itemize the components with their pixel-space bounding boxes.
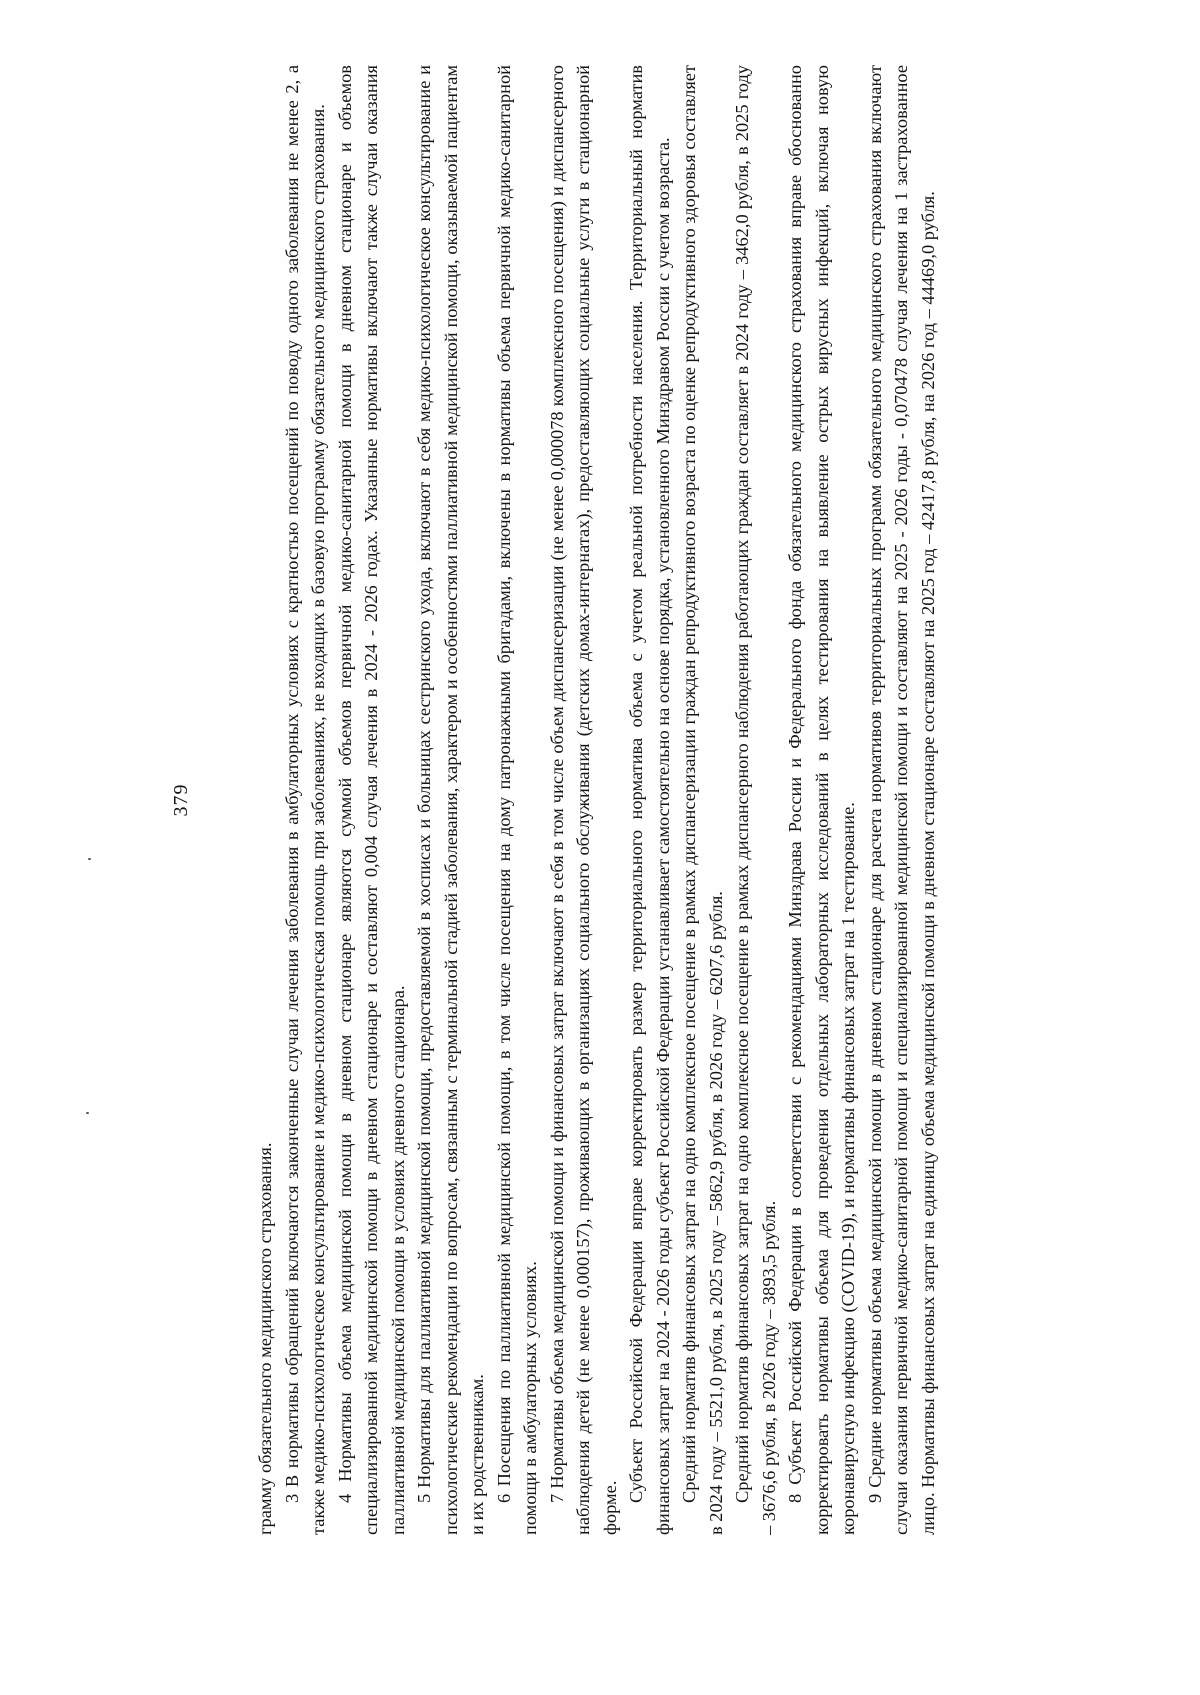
footnote-5: 5 Нормативы для паллиативной медицинской помощи, предоставляемой в хосписах и больницах сестринского ухода, включают в себя медико-психологическое консультирование и психологические рекомендации по вопросам, связанным с терминальной стадией заболевания, характером и особенностями паллиативной медицинской помощи, оказываемой пациентам и их родственникам. [414, 65, 487, 1535]
rotated-page-content [170, 65, 940, 1535]
footnote-4: 4 Нормативы объема медицинской помощи в дневном стационаре являются суммой объемов первичной медико-санитарной помощи в дневном стационаре и объемов специализированной медицинской помощи в дневном стационаре и составляют 0,004 случая лечения в 2024 - 2026 годах. Указанные нормативы включают также случаи оказания паллиативной медицинской помощи в условиях дневного стационара. [334, 65, 408, 1535]
paragraph: Средний норматив финансовых затрат на одно комплексное посещение в рамках диспансерного наблюдения работающих граждан составляет в 2024 году – 3462,0 рубля, в 2025 году – 3676,6 рубля, в 2026 году – 3893,5 рубля. [732, 65, 779, 1535]
footnote-9: 9 Средние нормативы объема медицинской помощи в дневном стационаре для расчета нормативов территориальных программ обязательного медицинского страхования включают случаи оказания первичной медико-санитарной помощи и специализированной медицинской помощи и составляют на 2025 - 2026 годы - 0,070478 случая лечения на 1 застрахованное лицо. Нормативы финансовых затрат на единицу объема медицинской помощи в дневном стационаре составляют на 2025 год – 42417,8 рубля, на 2026 год – 44469,0 рубля. [864, 65, 938, 1535]
paragraph: Субъект Российской Федерации вправе корректировать размер территориального норматива объема с учетом реальной потребности населения. Территориальный норматив финансовых затрат на 2024 - 2026 годы субъект Российской Федерации устанавливает самостоятельно на основе порядка, установленного Минздравом России с учетом возраста. [626, 65, 673, 1535]
paragraph: грамму обязательного медицинского страхования. [255, 1142, 275, 1535]
footnote-7: 7 Нормативы объема медицинской помощи и финансовых затрат включают в себя в том числе объем диспансеризации (не менее 0,000078 комплексного посещения) и диспансерного наблюдения детей (не менее 0,000157), проживающих в организациях социального обслуживания (детских домах-интернатах), предоставляющих социальные услуги в стационарной форме. [546, 65, 620, 1535]
page-number: 379 [170, 783, 192, 817]
footnote-3: 3 В нормативы обращений включаются законченные случаи лечения заболевания в амбулаторных условиях с кратностью посещений по поводу одного заболевания не менее 2, а также медико-психологическое консультирование и медико-психологическая помощь при заболеваниях, не входящих в базовую программу обязательного медицинского страхования. [281, 65, 328, 1535]
footnote-8: 8 Субъект Российской Федерации в соответствии с рекомендациями Минздрава России и Федерального фонда обязательного медицинского страхования вправе обоснованно корректировать нормативы объема для проведения отдельных лабораторных исследований в целях тестирования на выявление острых вирусных инфекций, включая новую коронавирусную инфекцию (COVID-19), и нормативы финансовых затрат на 1 тестирование. [785, 65, 858, 1535]
scan-speck [88, 858, 91, 860]
scan-speck [86, 1112, 89, 1114]
page-body [252, 65, 941, 1535]
footnote-6: 6 Посещения по паллиативной медицинской помощи, в том числе посещения на дому патронажными бригадами, включены в нормативы объема первичной медико-санитарной помощи в амбулаторных условиях. [493, 65, 540, 1535]
paragraph: Средний норматив финансовых затрат на одно комплексное посещение в рамках диспансеризации граждан репродуктивного возраста по оценке репродуктивного здоровья составляет в 2024 году – 5521,0 рубля, в 2025 году – 5862,9 рубля, в 2026 году – 6207,6 рубля. [679, 65, 726, 1535]
